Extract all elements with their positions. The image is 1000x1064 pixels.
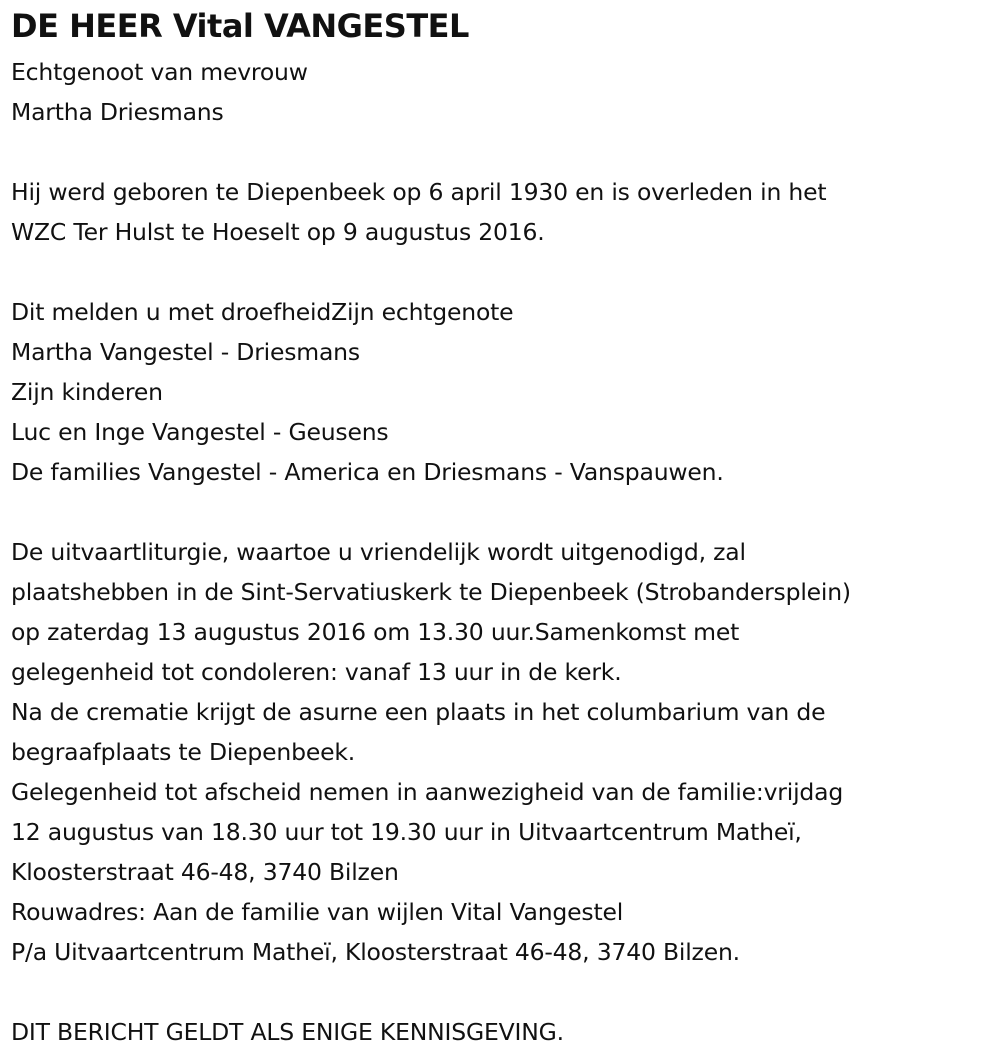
deceased-name-title: DE HEER Vital VANGESTEL: [11, 7, 469, 45]
funeral-line: Na de crematie krijgt de asurne een plaats in het columbarium van de: [11, 698, 826, 726]
funeral-details-block: [11, 532, 996, 972]
obituary-notice: [11, 0, 996, 1052]
spouse-intro-block: [11, 52, 996, 132]
family-line: Dit melden u met droefheidZijn echtgenote: [11, 298, 514, 326]
funeral-line: op zaterdag 13 augustus 2016 om 13.30 uur.Samenkomst met: [11, 618, 740, 646]
funeral-line: Gelegenheid tot afscheid nemen in aanwezigheid van de familie:vrijdag: [11, 778, 844, 806]
family-line: Zijn kinderen: [11, 378, 163, 406]
birth-death-block: [11, 172, 996, 252]
funeral-line: Rouwadres: Aan de familie van wijlen Vital Vangestel: [11, 898, 624, 926]
birth-death-line: WZC Ter Hulst te Hoeselt op 9 augustus 2016.: [11, 218, 545, 246]
family-line: De families Vangestel - America en Driesmans - Vanspauwen.: [11, 458, 724, 486]
paragraph-gap: [11, 252, 996, 292]
funeral-line: 12 augustus van 18.30 uur tot 19.30 uur in Uitvaartcentrum Matheï,: [11, 818, 802, 846]
paragraph-gap: [11, 132, 996, 172]
birth-death-line: Hij werd geboren te Diepenbeek op 6 april 1930 en is overleden in het: [11, 178, 827, 206]
funeral-line: plaatshebben in de Sint-Servatiuskerk te Diepenbeek (Strobandersplein): [11, 578, 851, 606]
spouse-name-line: Martha Driesmans: [11, 98, 224, 126]
funeral-line: Kloosterstraat 46-48, 3740 Bilzen: [11, 858, 399, 886]
closing-statement: DIT BERICHT GELDT ALS ENIGE KENNISGEVING.: [11, 1018, 564, 1046]
funeral-line: De uitvaartliturgie, waartoe u vriendelijk wordt uitgenodigd, zal: [11, 538, 746, 566]
family-line: Martha Vangestel - Driesmans: [11, 338, 360, 366]
funeral-line: gelegenheid tot condoleren: vanaf 13 uur in de kerk.: [11, 658, 622, 686]
family-line: Luc en Inge Vangestel - Geusens: [11, 418, 389, 446]
family-block: [11, 292, 996, 492]
funeral-line: P/a Uitvaartcentrum Matheï, Kloosterstraat 46-48, 3740 Bilzen.: [11, 938, 740, 966]
paragraph-gap: [11, 972, 996, 1012]
spouse-intro-line: Echtgenoot van mevrouw: [11, 58, 308, 86]
paragraph-gap: [11, 492, 996, 532]
funeral-line: begraafplaats te Diepenbeek.: [11, 738, 356, 766]
